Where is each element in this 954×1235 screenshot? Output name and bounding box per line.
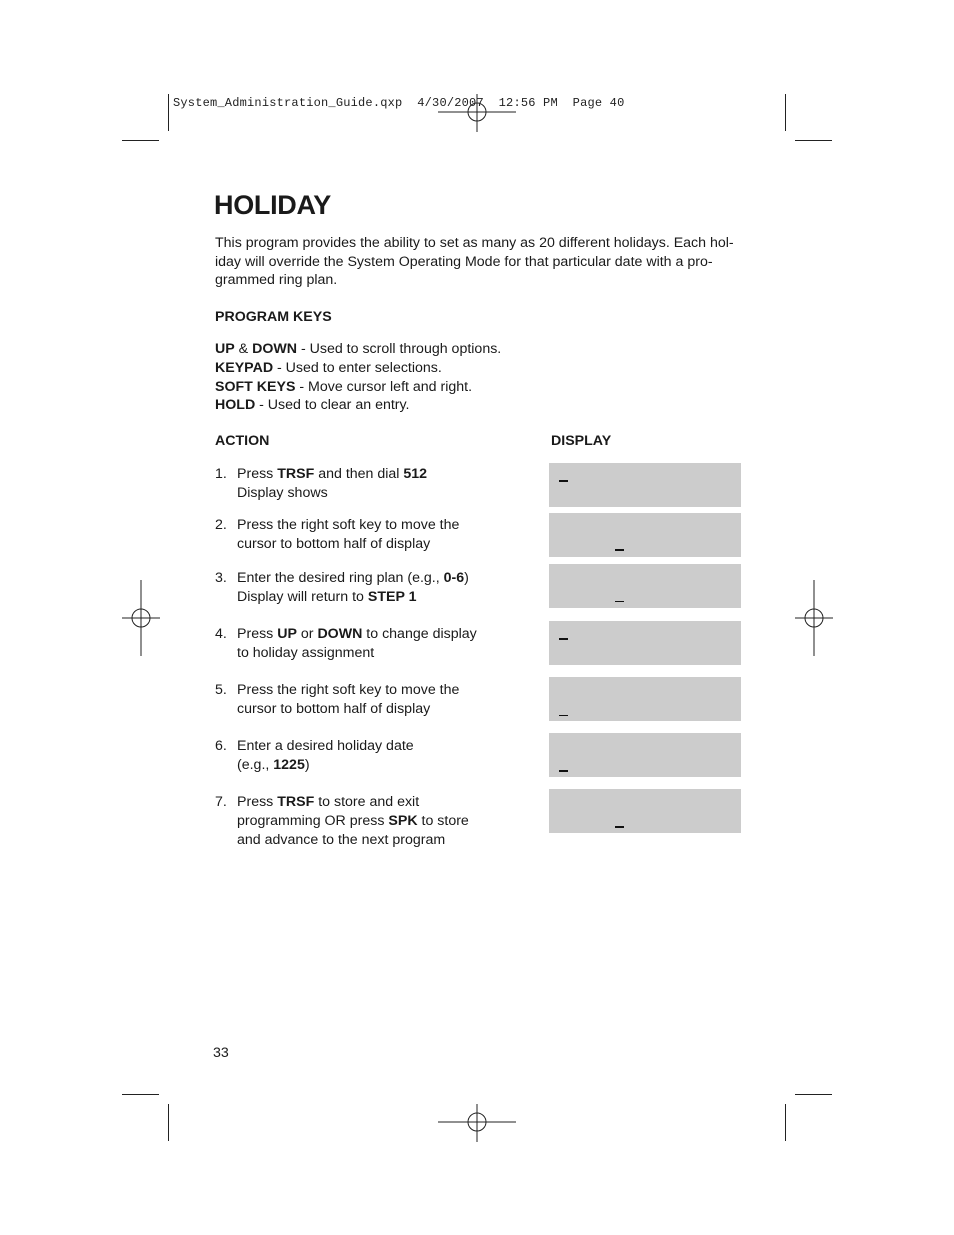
step-text: Press TRSF and then dial 512 Display shows [237, 466, 428, 501]
cursor-indicator [559, 770, 568, 772]
crop-mark [795, 140, 832, 141]
step-text: Press TRSF to store and exit programming OR press SPK to store and advance to the next program [237, 794, 469, 848]
cursor-indicator [559, 638, 568, 640]
lcd-display [549, 463, 741, 507]
step-number: 3. [215, 570, 227, 586]
page-title: HOLIDAY [214, 190, 331, 220]
cursor-indicator [615, 601, 624, 602]
registration-mark-icon [795, 580, 833, 656]
page-number: 33 [213, 1045, 229, 1061]
crop-mark [785, 94, 786, 131]
crop-mark [168, 1104, 169, 1141]
step-text: Press UP or DOWN to change display to holiday assignment [237, 626, 477, 661]
intro-line: iday will override the System Operating Mode for that particular date with a pro- [215, 253, 713, 270]
step-number: 1. [215, 466, 227, 482]
crop-mark [122, 140, 159, 141]
crop-mark [795, 1094, 832, 1095]
program-key-item: UP & DOWN - Used to scroll through options. [215, 341, 502, 357]
intro-line: grammed ring plan. [215, 272, 338, 289]
display-heading: DISPLAY [551, 433, 612, 449]
lcd-display [549, 789, 741, 833]
lcd-display [549, 621, 741, 665]
cursor-indicator [615, 826, 624, 828]
lcd-display [549, 677, 741, 721]
action-heading: ACTION [215, 433, 270, 449]
program-key-item: HOLD - Used to clear an entry. [215, 397, 410, 414]
step-number: 6. [215, 738, 227, 754]
cursor-indicator [559, 715, 568, 716]
cursor-indicator [559, 480, 568, 482]
program-keys-list [215, 340, 501, 415]
step-text: Press the right soft key to move the cursor to bottom half of display [237, 682, 460, 717]
lcd-display [549, 733, 741, 777]
lcd-display [549, 513, 741, 557]
step-number: 5. [215, 682, 227, 698]
crop-mark [122, 1094, 159, 1095]
registration-mark-icon [122, 580, 160, 656]
program-key-item: SOFT KEYS - Move cursor left and right. [215, 378, 473, 395]
intro-paragraph [215, 234, 743, 290]
print-slug: System_Administration_Guide.qxp 4/30/2007 12:56 PM Page 40 [173, 96, 625, 110]
lcd-display [549, 564, 741, 608]
step-number: 4. [215, 626, 227, 642]
program-keys-heading: PROGRAM KEYS [215, 309, 332, 325]
step-text: Enter the desired ring plan (e.g., 0-6) Display will return to STEP 1 [237, 570, 469, 605]
cursor-indicator [615, 549, 624, 551]
program-key-item: KEYPAD - Used to enter selections. [215, 359, 442, 376]
crop-mark [168, 94, 169, 131]
intro-line: This program provides the ability to set as many as 20 different holidays. Each hol- [215, 235, 734, 251]
crop-mark [785, 1104, 786, 1141]
step-text: Enter a desired holiday date (e.g., 1225) [237, 738, 414, 773]
registration-mark-icon [438, 1104, 516, 1142]
step-number: 2. [215, 517, 227, 533]
step-text: Press the right soft key to move the cursor to bottom half of display [237, 517, 460, 552]
step-number: 7. [215, 794, 227, 810]
registration-mark-icon [438, 94, 516, 132]
